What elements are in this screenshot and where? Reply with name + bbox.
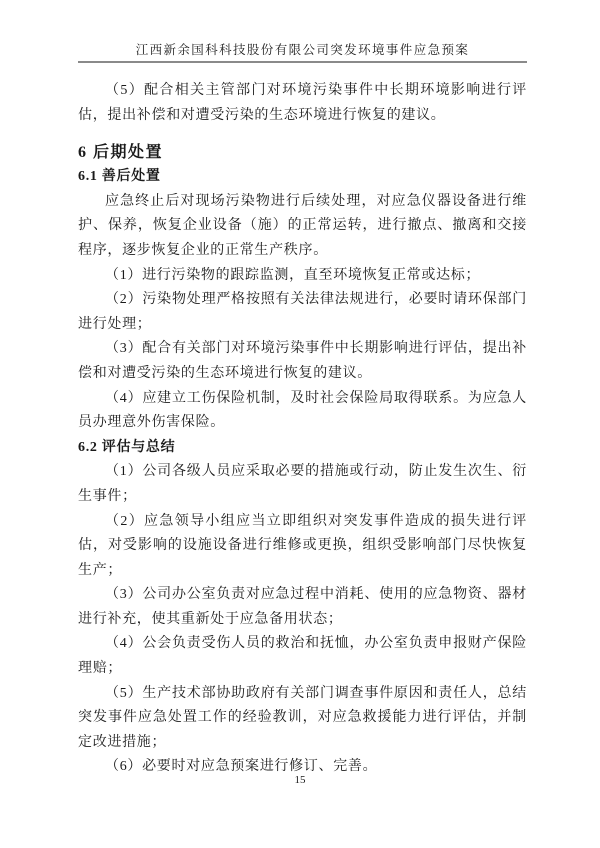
heading-subsection-6-1: 6.1 善后处置: [78, 169, 161, 185]
document-body: [78, 79, 527, 780]
paragraph-6-2-item-2: （2）应急领导小组应当立即组织对突发事件造成的损失进行评估，对受影响的设施设备进行维修或更换，组织受影响部门尽快恢复生产；: [78, 513, 527, 578]
heading-section-6: 6 后期处置: [78, 144, 164, 162]
paragraph-6-1-item-4: （4）应建立工伤保险机制，及时社会保险局取得联系。为应急人员办理意外伤害保险。: [78, 390, 527, 431]
paragraph-6-2-item-6: （6）必要时对应急预案进行修订、完善。: [105, 759, 378, 775]
paragraph-6-1-item-3: （3）配合有关部门对环境污染事件中长期影响进行评估，提出补偿和对遭受污染的生态环境进行恢复的建议。: [78, 341, 527, 381]
paragraph-6-2-item-4: （4）公会负责受伤人员的救治和抚恤，办公室负责申报财产保险理赔；: [78, 636, 527, 677]
heading-subsection-6-2: 6.2 评估与总结: [78, 439, 176, 455]
page-header: [78, 0, 527, 63]
paragraph-6-2-item-1: （1）公司各级人员应采取必要的措施或行动，防止发生次生、衍生事件；: [78, 464, 527, 504]
page-number: 15: [294, 774, 306, 786]
document-header-title: 江西新余国科科技股份有限公司突发环境事件应急预案: [135, 43, 470, 57]
paragraph-6-1-item-2: （2）污染物处理严格按照有关法律法规进行，必要时请环保部门进行处理；: [78, 292, 527, 332]
paragraph-item-5-previous-section: （5）配合相关主管部门对环境污染事件中长期环境影响进行评估，提出补偿和对遭受污染的生态环境进行恢复的建议。: [78, 83, 527, 123]
paragraph-aftercare-intro: 应急终止后对现场污染物进行后续处理，对应急仪器设备进行维护、保养，恢复企业设备（施）的正常运转，进行撤点、撤离和交接程序，逐步恢复企业的正常生产秩序。: [78, 193, 527, 258]
paragraph-6-2-item-5: （5）生产技术部协助政府有关部门调查事件原因和责任人，总结突发事件应急处置工作的经验教训，对应急救援能力进行评估，并制定改进措施；: [78, 685, 527, 750]
paragraph-6-1-item-1: （1）进行污染物的跟踪监测，直至环境恢复正常或达标；: [105, 267, 481, 283]
page-footer: [0, 773, 600, 787]
paragraph-6-2-item-3: （3）公司办公室负责对应急过程中消耗、使用的应急物资、器材进行补充，使其重新处于应急备用状态；: [78, 587, 527, 627]
